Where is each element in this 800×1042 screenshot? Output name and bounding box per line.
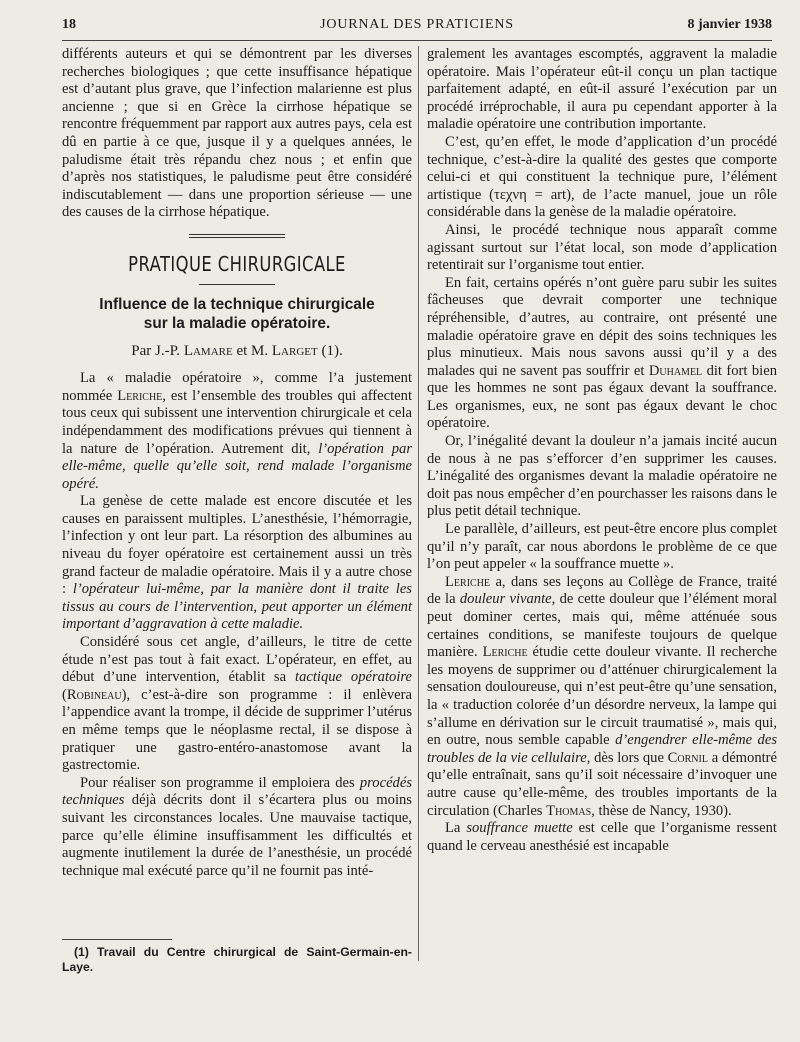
name-leriche: Leriche [117, 387, 163, 404]
p4-italic: procédés techniques [62, 774, 412, 809]
r7-text-b: , de cette douleur que l’élément moral peut dominer certes, mais qui, même atténuée sous certaines conditions, se manifeste toujours de quelque manière. [427, 591, 777, 661]
name-duhamel: Duhamel [648, 362, 703, 379]
r4-text-b: dit fort bien que les hommes ne sont pas égaux devant la souffrance. Les organismes, eux, ne sont pas égaux devant le choc opératoire. [427, 362, 777, 432]
name-thomas: Thomas [546, 802, 592, 819]
r7-text-c: étudie cette douleur vivante. Il recherche les moyens de supprimer ou d’atténuer chirurgicalement la sensation douloureuse, qui n’est peut-être qu’une sensation, la « traduction colorée d’un désordre nerveux, la lampe qui s’allume en dérivation sur le circuit traumatisé », mais qui, en outre, nous semble capable [427, 644, 777, 749]
r8-text-a: La [445, 820, 461, 837]
article-title [62, 295, 412, 333]
byline [62, 343, 412, 361]
r7-text-e: a démontré qu’elle entraînait, sans qu’il soit nécessaire d’invoquer une autre cause qu’elle-même, des troubles importants de la circulation (Charles [427, 749, 778, 819]
left-column [62, 46, 412, 880]
paragraph-r1: gralement les avantages escomptés, aggravent la maladie opératoire. Mais l’opérateur eût-il conçu un plan tactique parfaitement adapté, en eût-il assuré l’exécution par un procédé irréprochable, il aura pu cependant apporter à la maladie opératoire une contribution importante. [427, 46, 777, 133]
r7-text-f: , thèse de Nancy, 1930). [591, 802, 732, 819]
byline-by: Par J.-P. [131, 342, 181, 359]
name-cornil: Cornil [667, 749, 708, 766]
p2-text: La genèse de cette malade est encore discutée et les causes en paraissent multiples. L’anesthésie, l’hémorragie, l’infection y ont leur part. La résorption des albumines au niveau du foyer opératoire est certainement aussi un très grand facteur de maladie opératoire. Mais il y a autre chose : [62, 493, 412, 598]
section-title: PRATIQUE CHIRURGICALE [128, 251, 346, 276]
right-column [427, 46, 777, 855]
p1-italic: l’opération par elle-même, quelle qu’elle soit, rend malade l’organisme opéré. [62, 440, 413, 492]
author-lamare: Lamare [183, 342, 233, 359]
p4-text-b: déjà décrits dont il s’écartera plus ou moins suivant les circonstances locales. Une mauvaise tactique, parce qu’elle élimine insuffisamment les difficultés et augmente inutilement la durée de l’anesthésie, un procédé technique mal exécuté parce qu’il ne fournit pas inté- [62, 792, 412, 879]
article-title-line1: Influence de la technique chirurgicale [99, 295, 375, 313]
paragraph-3 [62, 634, 412, 775]
p3-text-a: Considéré sous cet angle, d’ailleurs, le titre de cette étude n’est pas tout à fait exact. L’opérateur, en effet, au début d’une intervention, établit sa [62, 634, 412, 686]
column-divider [418, 46, 419, 961]
paragraph-r5: Or, l’inégalité devant la douleur n’a jamais incité aucun de nous à ne pas s’efforcer d’en supprimer les causes. L’inégalité des organismes devant la maladie opératoire ne doit pas nous empêcher d’en pourchasser les raisons dans le plus petit détail technique. [427, 433, 777, 520]
author-larget: Larget [271, 342, 318, 359]
paragraph-r6: Le parallèle, d’ailleurs, est peut-être encore plus complet qu’il n’y paraît, car nous abordons le problème de ce que l’on peut appeler « la souffrance muette ». [427, 521, 777, 573]
r7-italic-2: d’engendrer elle-même des troubles de la vie cellulaire [427, 732, 777, 766]
paragraph-1 [62, 370, 412, 493]
continuation-paragraph: différents auteurs et qui se démontrent par les diverses recherches biologiques ; que cette insuffisance hépatique est d’autant plus grave, que l’infection malarienne est plus ancienne ; que si en Grèce la cirrhose hépatique se rencontre fréquemment par rapport aux autres pays, cela est dû en partie à ce que, jusque il y a quelques années, le paludisme était très répandu chez nous ; et enfin que d’après nos statistiques, le paludisme peut être considéré indiscutablement — dans une proportion sérieuse — une des causes de la cirrhose hépatique. [62, 46, 412, 221]
name-robineau: Robineau [66, 686, 122, 703]
paragraph-r3: Ainsi, le procédé technique nous apparaît comme agissant surtout sur l’état local, son mode d’application retentirait sur l’organisme tout entier. [427, 221, 777, 274]
p3-italic: tactique opératoire [295, 669, 413, 686]
p3-text-b: ), c’est-à-dire son programme : il enlèvera l’appendice avant la trompe, il décide de supprimer l’utérus en même temps que le néoplasme rectal, il se dispose à pratiquer une gastro-entéro-anastomose avant la gastrectomie. [62, 686, 412, 774]
running-header [62, 14, 772, 41]
paragraph-r2: C’est, qu’en effet, le mode d’application d’un procédé technique, c’est-à-dire la qualité des gestes que comporte celui-ci et qui constituent la technique pure, l’élément artistique (τεχνη = art), de l’acte manuel, joue un rôle considérable dans la genèse de la maladie opératoire. [427, 133, 777, 221]
r4-text-a: En fait, certains opérés n’ont guère paru subir les suites fâcheuses que devrait comporter une technique répréhensible, d’autres, au contraire, ont présenté une maladie opératoire grave en dépit des soins techniques les plus minutieux. Mais nous savons aussi qu’il y a des malades qui ne savent pas souffrir et [427, 274, 777, 379]
r7-text-d: , dès lors que [586, 749, 664, 766]
paragraph-4 [62, 775, 412, 881]
p2-italic: l’opérateur lui-même, par la manière dont il traite les tissus au cours de l’intervention, peut apporter un élément important d’aggravation à cette maladie. [62, 581, 412, 633]
p1-text-b: , est l’ensemble des troubles qui affectent tous ceux qui subissent une intervention chirurgicale et cela indépendamment des modifications prévues qui tiennent à la nature de l’opération. Autrement dit, [62, 387, 412, 457]
paragraph-r4 [427, 275, 777, 433]
p3-paren: ( [62, 686, 67, 703]
paragraph-r8 [427, 820, 777, 855]
byline-and: et M. [236, 342, 269, 359]
name-leriche-r7: Leriche [445, 573, 491, 590]
r7-italic-1: douleur vivante [459, 591, 552, 608]
r8-text-b: est celle que l’organisme ressent quand le cerveau anesthésié est incapable [427, 820, 777, 854]
paragraph-r7 [427, 574, 777, 820]
article-title-line2: sur la maladie opératoire. [143, 314, 331, 332]
journal-title: JOURNAL DES PRATICIENS [320, 17, 514, 32]
p4-text-a: Pour réaliser son programme il emploiera des [80, 774, 355, 791]
r7-text-a: a, dans ses leçons au Collège de France, traité de la [427, 573, 777, 608]
footnote-ref: (1). [321, 342, 343, 359]
page-number: 18 [62, 17, 76, 32]
footnote: (1) Travail du Centre chirurgical de Saint-Germain-en-Laye. [62, 945, 412, 974]
r8-italic: souffrance muette [466, 820, 573, 837]
p1-text-a: La « maladie opératoire », comme l’a justement nommée [62, 370, 412, 404]
footnote-rule [62, 939, 172, 940]
name-leriche-r7b: Leriche [482, 644, 528, 661]
paragraph-2 [62, 493, 412, 634]
section-rule [199, 284, 275, 285]
section-ornament [189, 234, 285, 238]
issue-date: 8 janvier 1938 [687, 17, 772, 32]
